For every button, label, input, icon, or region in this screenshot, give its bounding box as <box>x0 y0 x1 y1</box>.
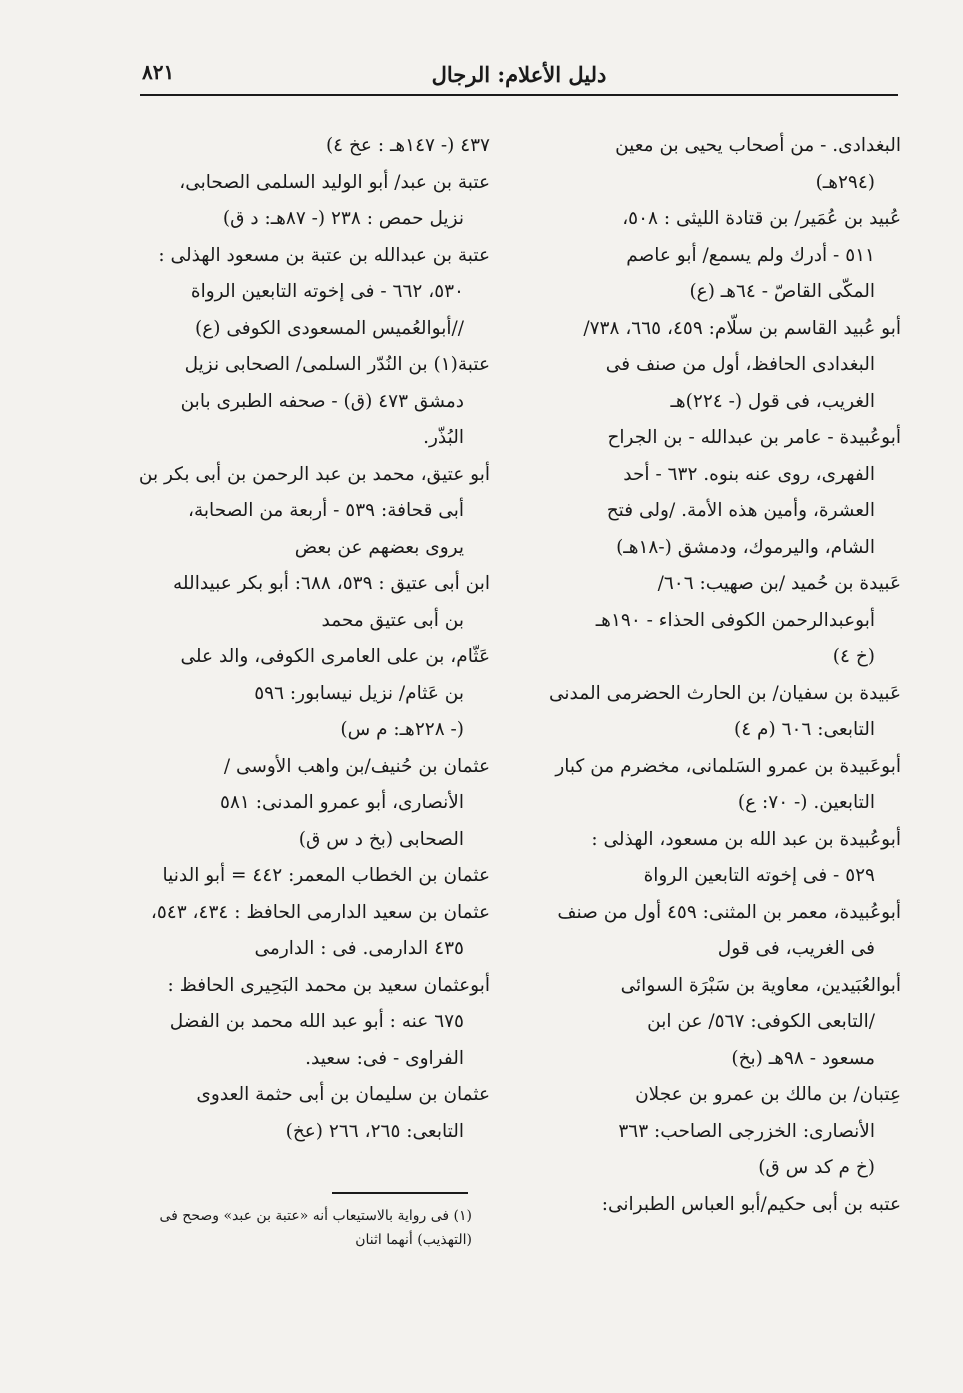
entry-continuation-line: ٦٧٥ عنه : أبو عبد الله محمد بن الفضل <box>169 1011 464 1032</box>
entry-continuation-line: ٥٣٠، ٦٦٢ - فى إخوته التابعين الرواة <box>190 281 464 302</box>
entry-continuation-line: (- ٢٢٨هـ: م س) <box>340 719 464 740</box>
entry-heading-line: أبوالعُبَيدين، معاوية بن سَبْرَة السوائى <box>620 974 901 996</box>
entry-continuation-line: مسعود - ٩٨هـ (بخ) <box>731 1047 875 1069</box>
entry-continuation-line: ٥٢٩ - فى إخوته التابعين الرواة <box>643 865 875 886</box>
entry-continuation-line: يروى بعضهم عن بعض <box>294 536 464 558</box>
entry-continuation-line: التابعى: ٦٠٦ (م ٤) <box>733 719 875 740</box>
entry-heading-line: عثمان بن حُنيف/بن واهب الأوسى / <box>223 755 490 777</box>
entry-continuation-line: العشرة، وأمين هذه الأمة. /ولى فتح <box>606 500 875 521</box>
index-entry <box>128 639 490 749</box>
entry-heading-line: ابن أبى عتيق : ٥٣٩، ٦٨٨: أبو بكر عبيدالله <box>173 573 490 594</box>
index-entry <box>128 128 490 165</box>
entry-continuation-line: ٤٣٥ الدارمى. فى : الدارمى <box>254 938 464 959</box>
running-title: دليل الأعلام: الرجال <box>431 62 607 87</box>
index-entry <box>529 311 901 421</box>
entry-continuation-line: أبوعبدالرحمن الكوفى الحذاء - ١٩٠هـ <box>595 609 875 631</box>
entry-heading-line: عتبة بن عبدالله بن عتبة بن مسعود الهذلى : <box>158 244 490 266</box>
index-entry <box>128 457 490 567</box>
index-entry <box>128 968 490 1078</box>
entry-continuation-line: الفراوى - فى: سعيد. <box>305 1047 464 1069</box>
index-entry <box>529 1187 901 1224</box>
entry-continuation-line: /التابعى الكوفى: ٥٦٧/ عن ابن <box>647 1011 875 1032</box>
entry-continuation-line: ٥١١ - أدرك ولم يسمع/ أبو عاصم <box>626 244 875 266</box>
entry-heading-line: عتبة بن عبد/ أبو الوليد السلمى الصحابى، <box>179 171 490 193</box>
entry-heading-line: أبو عتيق، محمد بن عبد الرحمن بن أبى بكر بن <box>138 463 490 485</box>
entry-continuation-line: الأنصارى، أبو عمرو المدنى: ٥٨١ <box>220 792 464 813</box>
entry-continuation-line: التابعين. (- ٧٠: ع) <box>737 792 875 813</box>
entry-heading-line: أبو عُبيد القاسم بن سلّام: ٤٥٩، ٦٦٥، ٧٣٨/ <box>583 317 901 339</box>
entry-heading-line: عِتبان/ بن مالك بن عمرو بن عجلان <box>635 1084 901 1105</box>
entry-continuation-line: الشام، واليرموك، ودمشق (-١٨هـ) <box>616 536 875 558</box>
entry-continuation-line: الفهرى، روى عنه بنوه. ٦٣٢ - أحد <box>623 463 875 485</box>
entry-continuation-line: بن أبى عتيق محمد <box>321 609 464 631</box>
entry-continuation-line: الصحابى (بخ د س ق) <box>298 828 464 850</box>
index-entry <box>529 822 901 895</box>
index-entry <box>529 895 901 968</box>
entry-continuation-line: المكّى القاصّ - ٦٤هـ (ع) <box>689 281 875 302</box>
entry-continuation-line: بن عَثام/ نزيل نيسابور: ٥٩٦ <box>254 682 464 704</box>
entry-continuation-line: البُذّر. <box>423 427 464 448</box>
entry-heading-line: عتبة(١) بن النُدّر السلمى/ الصحابى نزيل <box>184 354 490 375</box>
entry-heading-line: عُبيد بن عُمَير/ بن قتادة الليثى : ٥٠٨، <box>622 208 901 229</box>
footnotes <box>112 1204 472 1252</box>
index-entry <box>128 895 490 968</box>
page-number: ٨٢١ <box>142 60 175 84</box>
entry-heading-line: عَبيدة بن سفيان/ بن الحارث الحضرمى المدنى <box>548 682 901 704</box>
entry-heading-line: أبوعُبيدة بن عبد الله بن مسعود، الهذلى : <box>591 828 901 850</box>
entry-continuation-line: دمشق ٤٧٣ (ق) - صحفه الطبرى بابن <box>180 390 464 412</box>
entry-heading-line: عثمان بن الخطاب المعمر: ٤٤٢ = أبو الدنيا <box>162 865 490 886</box>
index-entry <box>128 566 490 639</box>
entry-continuation-line: الغريب، فى قول (- ٢٢٤)هـ <box>670 390 875 412</box>
index-entry <box>529 749 901 822</box>
index-entry <box>529 1077 901 1187</box>
index-entry <box>529 968 901 1078</box>
entry-heading-line: ٤٣٧ (- ١٤٧هـ : عخ ٤) <box>325 135 490 156</box>
footnote-divider <box>332 1192 468 1194</box>
entry-continuation-line: التابعى: ٢٦٥، ٢٦٦ (عخ) <box>285 1120 464 1142</box>
index-entry <box>529 566 901 676</box>
footnote-line: (التهذيب) أنهما اثنان <box>355 1232 472 1248</box>
index-entry <box>529 128 901 201</box>
entry-continuation-line: البغدادى الحافظ، أول من صنف فى <box>605 354 875 375</box>
entry-continuation-line: (خ ٤) <box>832 646 875 667</box>
index-entry <box>128 749 490 859</box>
footnote-line: (١) فى رواية بالاستيعاب أنه «عتبة بن عبد» وصحح فى <box>159 1208 472 1224</box>
index-entry <box>529 676 901 749</box>
entry-heading-line: عَبيدة بن حُميد /بن صهيب: ٦٠٦/ <box>657 573 901 594</box>
entry-heading-line: أبوعَبيدة بن عمرو السَلمانى، مخضرم من كبار <box>555 755 901 777</box>
entry-continuation-line: أبى قحافة: ٥٣٩ - أربعة من الصحابة، <box>188 500 464 521</box>
index-entry <box>128 347 490 457</box>
index-entry <box>529 420 901 566</box>
entry-continuation-line: (٢٩٤هـ) <box>815 171 875 193</box>
entry-heading-line: أبوعُبيدة، معمر بن المثنى: ٤٥٩ أول من صنف <box>557 901 901 923</box>
entry-heading-line: عثمان بن سعيد الدارمى الحافظ : ٤٣٤، ٥٤٣، <box>150 901 490 923</box>
index-entry <box>529 201 901 311</box>
entry-heading-line: عتبه بن أبى حكيم/أبو العباس الطبرانى: <box>601 1193 901 1215</box>
left-column <box>128 128 490 1150</box>
index-entry <box>128 238 490 348</box>
entry-continuation-line: فى الغريب، فى قول <box>717 938 875 959</box>
entry-heading-line: أبوعُبيدة - عامر بن عبدالله - بن الجراح <box>607 427 901 448</box>
entry-continuation-line: (خ م كد س ق) <box>758 1157 875 1178</box>
entry-heading-line: أبوعثمان سعيد بن محمد البَحِيرى الحافظ : <box>167 974 490 996</box>
index-entry <box>128 1077 490 1150</box>
right-column <box>529 128 901 1223</box>
page-header <box>140 58 898 96</box>
entry-heading-line: البغدادى. - من أصحاب يحيى بن معين <box>615 135 901 156</box>
entry-heading-line: عثمان بن سليمان بن أبى حثمة العدوى <box>196 1084 490 1105</box>
index-entry <box>128 858 490 895</box>
index-entry <box>128 165 490 238</box>
entry-continuation-line: //أبوالعُميس المسعودى الكوفى (ع) <box>195 317 464 339</box>
entry-continuation-line: نزيل حمص : ٢٣٨ (- ٨٧هـ: د ق) <box>222 208 464 229</box>
entry-heading-line: عَثّام، بن على العامرى الكوفى، والد على <box>180 646 490 667</box>
entry-continuation-line: الأنصارى: الخزرجى الصاحب: ٣٦٣ <box>618 1120 875 1142</box>
